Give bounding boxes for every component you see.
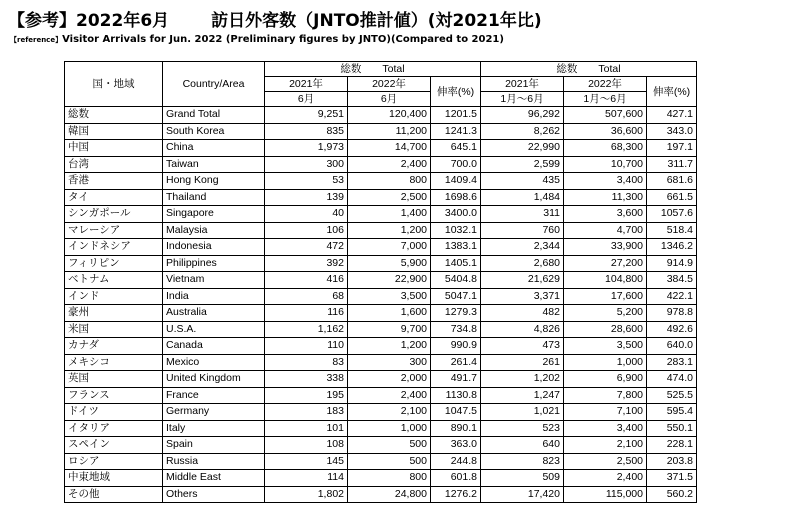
cell-region-en: Germany	[163, 404, 265, 421]
table-row	[65, 140, 697, 157]
cell-region-jp: カナダ	[65, 338, 163, 355]
table-row	[65, 272, 697, 289]
cell-region-en: Vietnam	[163, 272, 265, 289]
table-row	[65, 189, 697, 206]
cell-ytd-2021: 2,599	[481, 156, 564, 173]
cell-ytd-2021: 311	[481, 206, 564, 223]
cell-region-jp: 米国	[65, 321, 163, 338]
cell-region-en: Canada	[163, 338, 265, 355]
cell-jun-2022: 500	[348, 437, 431, 454]
header-2022-jun-year: 2022年	[348, 77, 431, 92]
cell-ytd-2022: 11,300	[564, 189, 647, 206]
cell-ytd-2022: 2,100	[564, 437, 647, 454]
cell-ytd-2021: 435	[481, 173, 564, 190]
cell-jun-2021: 139	[265, 189, 348, 206]
cell-ytd-2021: 509	[481, 470, 564, 487]
cell-ytd-2021: 1,202	[481, 371, 564, 388]
header-growth-ytd: 伸率(%)	[647, 77, 697, 107]
cell-region-jp: インドネシア	[65, 239, 163, 256]
cell-region-jp: 韓国	[65, 123, 163, 140]
table-row	[65, 305, 697, 322]
header-2021-ytd-range: 1月～6月	[481, 92, 564, 107]
cell-growth-month: 1279.3	[431, 305, 481, 322]
cell-region-en: South Korea	[163, 123, 265, 140]
cell-region-jp: フィリピン	[65, 255, 163, 272]
cell-ytd-2021: 4,826	[481, 321, 564, 338]
cell-jun-2022: 800	[348, 173, 431, 190]
cell-region-jp: インド	[65, 288, 163, 305]
cell-region-jp: マレーシア	[65, 222, 163, 239]
cell-jun-2021: 116	[265, 305, 348, 322]
cell-ytd-2021: 17,420	[481, 486, 564, 503]
cell-growth-ytd: 550.1	[647, 420, 697, 437]
cell-ytd-2021: 473	[481, 338, 564, 355]
cell-region-jp: タイ	[65, 189, 163, 206]
cell-growth-month: 990.9	[431, 338, 481, 355]
header-2021-jun-month: 6月	[265, 92, 348, 107]
cell-growth-month: 645.1	[431, 140, 481, 157]
cell-region-en: Spain	[163, 437, 265, 454]
cell-growth-ytd: 474.0	[647, 371, 697, 388]
cell-growth-month: 890.1	[431, 420, 481, 437]
cell-ytd-2022: 68,300	[564, 140, 647, 157]
table-row	[65, 123, 697, 140]
cell-jun-2021: 392	[265, 255, 348, 272]
cell-ytd-2022: 2,500	[564, 453, 647, 470]
table-row	[65, 420, 697, 437]
cell-growth-ytd: 1346.2	[647, 239, 697, 256]
cell-ytd-2021: 22,990	[481, 140, 564, 157]
cell-region-en: Hong Kong	[163, 173, 265, 190]
cell-jun-2021: 53	[265, 173, 348, 190]
cell-jun-2022: 3,500	[348, 288, 431, 305]
cell-region-en: Philippines	[163, 255, 265, 272]
cell-ytd-2021: 1,247	[481, 387, 564, 404]
cell-region-jp: 中国	[65, 140, 163, 157]
cell-growth-month: 601.8	[431, 470, 481, 487]
header-region-jp: 国・地域	[65, 62, 163, 107]
cell-ytd-2021: 96,292	[481, 107, 564, 124]
table-row	[65, 255, 697, 272]
cell-region-jp: フランス	[65, 387, 163, 404]
cell-region-en: Russia	[163, 453, 265, 470]
table-body	[65, 107, 697, 503]
cell-region-en: Middle East	[163, 470, 265, 487]
table-row	[65, 173, 697, 190]
cell-ytd-2022: 4,700	[564, 222, 647, 239]
cell-jun-2022: 500	[348, 453, 431, 470]
cell-ytd-2021: 1,021	[481, 404, 564, 421]
cell-jun-2022: 5,900	[348, 255, 431, 272]
table-row	[65, 453, 697, 470]
cell-jun-2022: 2,000	[348, 371, 431, 388]
cell-jun-2022: 2,100	[348, 404, 431, 421]
cell-jun-2022: 300	[348, 354, 431, 371]
header-2021-jun-year: 2021年	[265, 77, 348, 92]
cell-growth-ytd: 640.0	[647, 338, 697, 355]
cell-ytd-2021: 523	[481, 420, 564, 437]
cell-region-en: Malaysia	[163, 222, 265, 239]
cell-region-jp: スペイン	[65, 437, 163, 454]
cell-jun-2021: 145	[265, 453, 348, 470]
cell-ytd-2022: 3,400	[564, 173, 647, 190]
cell-growth-ytd: 978.8	[647, 305, 697, 322]
cell-growth-month: 3400.0	[431, 206, 481, 223]
cell-jun-2021: 40	[265, 206, 348, 223]
cell-growth-ytd: 283.1	[647, 354, 697, 371]
table-row	[65, 222, 697, 239]
cell-growth-ytd: 518.4	[647, 222, 697, 239]
cell-growth-month: 1276.2	[431, 486, 481, 503]
cell-ytd-2021: 823	[481, 453, 564, 470]
cell-region-jp: イタリア	[65, 420, 163, 437]
cell-region-en: Singapore	[163, 206, 265, 223]
cell-jun-2021: 1,973	[265, 140, 348, 157]
subtitle-text: Visitor Arrivals for Jun. 2022 (Preliminary figures by JNTO)(Compared to 2021)	[62, 34, 504, 45]
cell-region-jp: 台湾	[65, 156, 163, 173]
cell-region-jp: ロシア	[65, 453, 163, 470]
cell-growth-month: 1383.1	[431, 239, 481, 256]
cell-growth-ytd: 343.0	[647, 123, 697, 140]
cell-growth-ytd: 203.8	[647, 453, 697, 470]
table-row	[65, 354, 697, 371]
cell-jun-2022: 14,700	[348, 140, 431, 157]
cell-region-en: France	[163, 387, 265, 404]
cell-ytd-2022: 36,600	[564, 123, 647, 140]
header-2022-ytd-range: 1月～6月	[564, 92, 647, 107]
cell-growth-month: 1047.5	[431, 404, 481, 421]
cell-jun-2021: 416	[265, 272, 348, 289]
table-row	[65, 206, 697, 223]
cell-region-en: Italy	[163, 420, 265, 437]
cell-growth-ytd: 595.4	[647, 404, 697, 421]
cell-ytd-2022: 7,100	[564, 404, 647, 421]
cell-jun-2021: 9,251	[265, 107, 348, 124]
cell-jun-2021: 195	[265, 387, 348, 404]
cell-ytd-2021: 482	[481, 305, 564, 322]
table-row	[65, 470, 697, 487]
header-group-month: 総数 Total	[265, 62, 481, 77]
cell-ytd-2022: 28,600	[564, 321, 647, 338]
cell-jun-2022: 2,500	[348, 189, 431, 206]
table-row	[65, 387, 697, 404]
cell-region-jp: 香港	[65, 173, 163, 190]
cell-growth-month: 261.4	[431, 354, 481, 371]
cell-jun-2022: 24,800	[348, 486, 431, 503]
cell-ytd-2021: 261	[481, 354, 564, 371]
cell-jun-2021: 83	[265, 354, 348, 371]
cell-region-jp: 豪州	[65, 305, 163, 322]
cell-region-jp: メキシコ	[65, 354, 163, 371]
cell-growth-ytd: 371.5	[647, 470, 697, 487]
cell-ytd-2021: 8,262	[481, 123, 564, 140]
cell-growth-ytd: 492.6	[647, 321, 697, 338]
cell-region-en: Grand Total	[163, 107, 265, 124]
cell-jun-2021: 108	[265, 437, 348, 454]
cell-region-en: China	[163, 140, 265, 157]
cell-jun-2022: 11,200	[348, 123, 431, 140]
cell-growth-ytd: 311.7	[647, 156, 697, 173]
cell-growth-ytd: 384.5	[647, 272, 697, 289]
cell-region-en: United Kingdom	[163, 371, 265, 388]
cell-jun-2022: 1,600	[348, 305, 431, 322]
cell-ytd-2022: 104,800	[564, 272, 647, 289]
header-2022-jun-month: 6月	[348, 92, 431, 107]
cell-growth-ytd: 197.1	[647, 140, 697, 157]
page-subtitle	[10, 34, 504, 45]
cell-jun-2021: 68	[265, 288, 348, 305]
header-growth-month: 伸率(%)	[431, 77, 481, 107]
cell-jun-2022: 2,400	[348, 156, 431, 173]
header-2021-ytd-year: 2021年	[481, 77, 564, 92]
cell-jun-2022: 120,400	[348, 107, 431, 124]
cell-jun-2021: 338	[265, 371, 348, 388]
header-group-ytd: 総数 Total	[481, 62, 697, 77]
cell-jun-2022: 800	[348, 470, 431, 487]
cell-jun-2021: 106	[265, 222, 348, 239]
cell-jun-2022: 1,200	[348, 222, 431, 239]
cell-region-jp: ドイツ	[65, 404, 163, 421]
cell-growth-month: 1201.5	[431, 107, 481, 124]
table-row	[65, 371, 697, 388]
cell-growth-month: 5404.8	[431, 272, 481, 289]
cell-ytd-2022: 1,000	[564, 354, 647, 371]
cell-growth-month: 363.0	[431, 437, 481, 454]
cell-ytd-2022: 3,600	[564, 206, 647, 223]
cell-ytd-2021: 21,629	[481, 272, 564, 289]
cell-ytd-2021: 2,680	[481, 255, 564, 272]
cell-ytd-2021: 2,344	[481, 239, 564, 256]
cell-jun-2021: 300	[265, 156, 348, 173]
cell-jun-2021: 835	[265, 123, 348, 140]
cell-growth-ytd: 661.5	[647, 189, 697, 206]
table-row	[65, 288, 697, 305]
cell-region-en: U.S.A.	[163, 321, 265, 338]
table-row	[65, 239, 697, 256]
cell-jun-2022: 1,400	[348, 206, 431, 223]
cell-jun-2022: 22,900	[348, 272, 431, 289]
table-row	[65, 486, 697, 503]
cell-growth-month: 1032.1	[431, 222, 481, 239]
cell-growth-month: 734.8	[431, 321, 481, 338]
cell-jun-2021: 101	[265, 420, 348, 437]
cell-growth-month: 1409.4	[431, 173, 481, 190]
cell-region-en: Australia	[163, 305, 265, 322]
cell-jun-2021: 183	[265, 404, 348, 421]
cell-jun-2022: 9,700	[348, 321, 431, 338]
cell-ytd-2021: 3,371	[481, 288, 564, 305]
table-row	[65, 338, 697, 355]
visitor-arrivals-table	[64, 61, 697, 503]
cell-region-en: Mexico	[163, 354, 265, 371]
cell-growth-month: 1130.8	[431, 387, 481, 404]
cell-jun-2021: 110	[265, 338, 348, 355]
cell-growth-ytd: 681.6	[647, 173, 697, 190]
cell-jun-2022: 2,400	[348, 387, 431, 404]
cell-growth-ytd: 525.5	[647, 387, 697, 404]
table-row	[65, 107, 697, 124]
cell-ytd-2022: 3,400	[564, 420, 647, 437]
cell-ytd-2021: 1,484	[481, 189, 564, 206]
header-2022-ytd-year: 2022年	[564, 77, 647, 92]
reference-tag: 【reference】	[10, 36, 63, 44]
cell-ytd-2022: 115,000	[564, 486, 647, 503]
cell-region-jp: その他	[65, 486, 163, 503]
cell-jun-2021: 1,802	[265, 486, 348, 503]
cell-growth-ytd: 427.1	[647, 107, 697, 124]
cell-jun-2022: 1,000	[348, 420, 431, 437]
cell-growth-month: 1405.1	[431, 255, 481, 272]
header-region-en: Country/Area	[163, 62, 265, 107]
cell-growth-month: 1241.3	[431, 123, 481, 140]
cell-growth-month: 491.7	[431, 371, 481, 388]
cell-ytd-2022: 5,200	[564, 305, 647, 322]
cell-jun-2022: 1,200	[348, 338, 431, 355]
cell-region-en: Taiwan	[163, 156, 265, 173]
table-row	[65, 404, 697, 421]
cell-jun-2021: 114	[265, 470, 348, 487]
table-row	[65, 321, 697, 338]
table-row	[65, 437, 697, 454]
cell-region-jp: 総数	[65, 107, 163, 124]
title-main: 【参考】2022年6月	[8, 11, 170, 31]
cell-growth-ytd: 228.1	[647, 437, 697, 454]
cell-region-en: Indonesia	[163, 239, 265, 256]
cell-growth-month: 244.8	[431, 453, 481, 470]
cell-ytd-2021: 760	[481, 222, 564, 239]
cell-growth-month: 1698.6	[431, 189, 481, 206]
cell-region-en: Thailand	[163, 189, 265, 206]
cell-ytd-2022: 2,400	[564, 470, 647, 487]
cell-jun-2021: 472	[265, 239, 348, 256]
cell-region-jp: 中東地域	[65, 470, 163, 487]
cell-growth-ytd: 914.9	[647, 255, 697, 272]
title-sub: 訪日外客数（JNTO推計値）(対2021年比)	[211, 11, 542, 31]
cell-region-jp: 英国	[65, 371, 163, 388]
cell-ytd-2022: 6,900	[564, 371, 647, 388]
cell-ytd-2021: 640	[481, 437, 564, 454]
cell-growth-month: 700.0	[431, 156, 481, 173]
cell-growth-month: 5047.1	[431, 288, 481, 305]
cell-jun-2021: 1,162	[265, 321, 348, 338]
cell-region-en: India	[163, 288, 265, 305]
cell-ytd-2022: 3,500	[564, 338, 647, 355]
cell-region-jp: ベトナム	[65, 272, 163, 289]
cell-region-en: Others	[163, 486, 265, 503]
cell-growth-ytd: 560.2	[647, 486, 697, 503]
table-row	[65, 156, 697, 173]
cell-ytd-2022: 17,600	[564, 288, 647, 305]
page-title	[8, 6, 542, 31]
cell-ytd-2022: 7,800	[564, 387, 647, 404]
cell-growth-ytd: 422.1	[647, 288, 697, 305]
cell-ytd-2022: 27,200	[564, 255, 647, 272]
cell-region-jp: シンガポール	[65, 206, 163, 223]
cell-ytd-2022: 33,900	[564, 239, 647, 256]
cell-ytd-2022: 507,600	[564, 107, 647, 124]
cell-jun-2022: 7,000	[348, 239, 431, 256]
cell-growth-ytd: 1057.6	[647, 206, 697, 223]
cell-ytd-2022: 10,700	[564, 156, 647, 173]
